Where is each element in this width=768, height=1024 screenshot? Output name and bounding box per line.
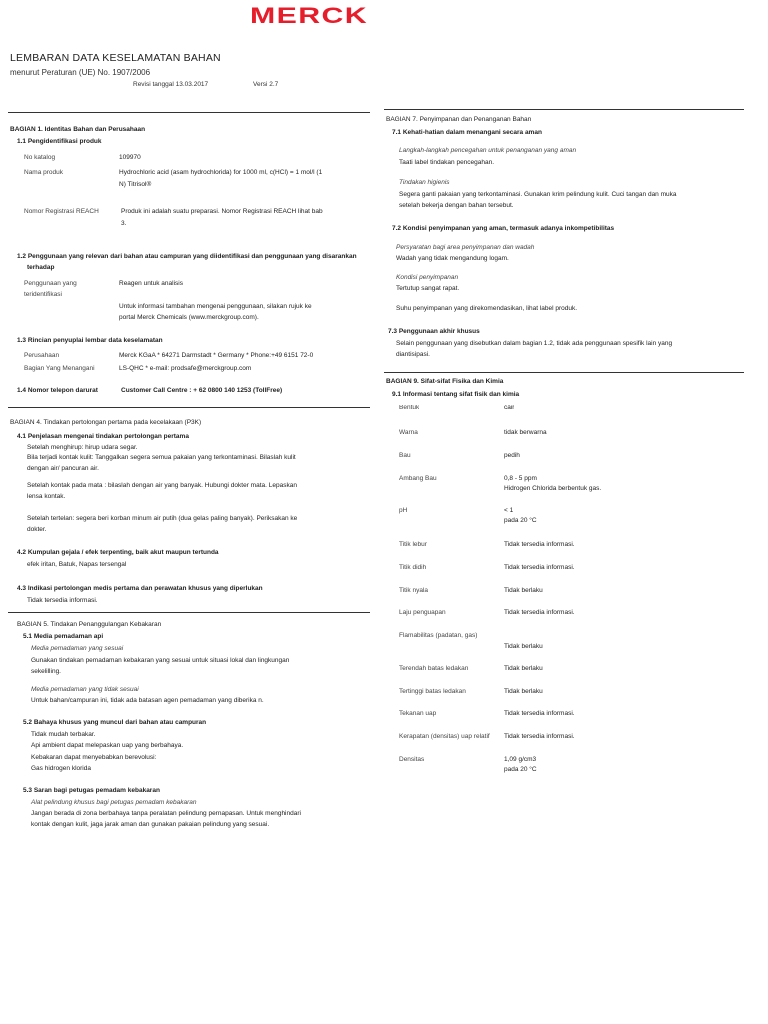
property-value: pedih: [504, 452, 520, 459]
storage-temp-text: Suhu penyimpanan yang direkomendasikan, lihat label produk.: [396, 305, 578, 312]
firefighter-text: Jangan berada di zona berbahaya tanpa peralatan pelindung pernapasan. Untuk menghindari: [31, 810, 301, 817]
section-1-2-heading: 1.2 Penggunaan yang relevan dari bahan atau campuran yang diidentifikasi dan penggunaan yang disarankan: [17, 253, 357, 260]
section-5-heading: BAGIAN 5. Tindakan Penanggulangan Kebakaran: [17, 621, 162, 628]
property-label: Warna: [399, 429, 418, 436]
divider: [384, 109, 744, 110]
section-7-3-heading: 7.3 Penggunaan akhir khusus: [388, 328, 480, 335]
reach-value: Produk ini adalah suatu preparasi. Nomor Registrasi REACH lihat bab: [121, 208, 323, 215]
section-7-1-heading: 7.1 Kehati-hatian dalam menangani secara aman: [392, 129, 542, 136]
suitable-media-text-cont: sekelilling.: [31, 668, 61, 675]
section-7-2-heading: 7.2 Kondisi penyimpanan yang aman, termasuk adanya inkompetibilitas: [392, 225, 615, 232]
property-label: Ambang Bau: [399, 475, 437, 482]
unsuitable-media-heading: Media pemadaman yang tidak sesuai: [31, 686, 139, 693]
handling-precautions-heading: Langkah-langkah pencegahan untuk penanganan yang aman: [399, 147, 577, 154]
document-subtitle: menurut Peraturan (UE) No. 1907/2006: [10, 68, 151, 77]
merck-logo: [250, 4, 368, 26]
hazard-text-3: Kebakaran dapat menyebabkan berevolusi:: [31, 754, 157, 761]
end-use-text: Selain penggunaan yang disebutkan dalam bagian 1.2, tidak ada penggunaan spesifik lain yang: [396, 340, 673, 347]
hazard-text-4: Gas hidrogen klorida: [31, 765, 91, 772]
divider: [8, 407, 370, 408]
property-label: Laju penguapan: [399, 609, 446, 616]
section-4-1-heading: 4.1 Penjelasan mengenai tindakan pertolongan pertama: [17, 433, 189, 440]
first-aid-skin-cont: dengan air/ pancuran air.: [27, 465, 99, 472]
property-label: Titik lebur: [399, 541, 427, 548]
property-label: pH: [399, 507, 408, 514]
property-note: pada 20 °C: [504, 517, 537, 524]
end-use-text-cont: diantisipasi.: [396, 351, 430, 358]
svg-text:MERCK: MERCK: [250, 4, 368, 26]
property-value: Tidak tersedia informasi.: [504, 609, 575, 616]
storage-area-text: Wadah yang tidak mengandung logam.: [396, 255, 509, 262]
first-aid-ingest: Setelah tertelan: segera beri korban minum air putih (dua gelas paling banyak). Periksakan ke: [27, 515, 298, 522]
property-value: Tidak tersedia informasi.: [504, 733, 575, 740]
divider: [8, 612, 370, 613]
first-aid-ingest-cont: dokter.: [27, 526, 47, 533]
section-1-1-heading: 1.1 Pengidentifikasi produk: [17, 138, 102, 145]
hygiene-text-cont: setelah bekerja dengan bahan tersebut.: [399, 202, 514, 209]
hazard-text-2: Api ambient dapat melepaskan uap yang berbahaya.: [31, 742, 184, 749]
firefighter-text-cont: kontak dengan kulit, jaga jarak aman dan gunakan pakaian pelindung yang sesuai.: [31, 821, 270, 828]
revision-date: Revisi tanggal 13.03.2017: [133, 81, 209, 88]
section-4-3-heading: 4.3 Indikasi pertolongan medis pertama dan perawatan khusus yang diperlukan: [17, 585, 263, 592]
property-value: Tidak tersedia informasi.: [504, 710, 575, 717]
version: Versi 2.7: [253, 81, 279, 88]
property-label: Kerapatan (densitas) uap relatif: [399, 733, 490, 740]
hygiene-heading: Tindakan higienis: [399, 179, 450, 186]
property-value: tidak berwarna: [504, 429, 547, 436]
catalog-label: No katalog: [24, 154, 56, 161]
property-label: Titik nyala: [399, 587, 429, 594]
prop-form-value: cair: [504, 405, 515, 411]
property-value: 0,8 - 5 ppm: [504, 475, 537, 482]
property-label: Bau: [399, 452, 411, 459]
property-label: Tekanan uap: [399, 710, 437, 717]
first-aid-eye-cont: lensa kontak.: [27, 493, 66, 500]
hazard-text-1: Tidak mudah terbakar.: [31, 731, 96, 738]
property-note: Hidrogen Chlorida berbentuk gas.: [504, 485, 602, 492]
property-value: Tidak tersedia informasi.: [504, 564, 575, 571]
property-value: Tidak berlaku: [504, 587, 543, 594]
section-1-3-heading: 1.3 Rincian penyuplai lembar data keselamatan: [17, 337, 163, 344]
use-label: Penggunaan yang: [24, 280, 77, 287]
section-9-1-heading: 9.1 Informasi tentang sifat fisik dan kimia: [392, 391, 520, 398]
company-value: Merck KGaA * 64271 Darmstadt * Germany * Phone:+49 6151 72-0: [119, 352, 314, 359]
section-4-heading: BAGIAN 4. Tindakan pertolongan pertama pada kecelakaan (P3K): [10, 419, 202, 426]
section-9-heading: BAGIAN 9. Sifat-sifat Fisika dan Kimia: [386, 378, 504, 385]
section-5-2-heading: 5.2 Bahaya khusus yang muncul dari bahan atau campuran: [23, 719, 207, 726]
product-label: Nama produk: [24, 169, 64, 176]
section-7-heading: BAGIAN 7. Penyimpanan dan Penanganan Bahan: [386, 116, 532, 123]
suitable-media-heading: Media pemadaman yang sesuai: [31, 645, 124, 652]
hygiene-text: Segera ganti pakaian yang terkontaminasi. Gunakan krim pelindung kulit. Cuci tangan dan muka: [399, 191, 677, 198]
divider: [384, 372, 744, 373]
suitable-media-text: Gunakan tindakan pemadaman kebakaran yang sesuai untuk situasi lokal dan lingkungan: [31, 657, 290, 664]
property-label: Flamabilitas (padatan, gas): [399, 632, 478, 639]
section-1-2-heading-cont: terhadap: [27, 264, 55, 271]
property-value: Tidak berlaku: [504, 665, 543, 672]
property-value: 1,09 g/cm3: [504, 756, 537, 763]
first-aid-inhale: Setelah menghirup: hirup udara segar.: [27, 444, 138, 451]
dept-value: LS-QHC * e-mail: prodsafe@merckgroup.com: [119, 365, 252, 372]
storage-area-heading: Persyaratan bagi area penyimpanan dan wadah: [396, 244, 535, 251]
property-value: Tidak tersedia informasi.: [504, 541, 575, 548]
info-text-cont: portal Merck Chemicals (www.merckgroup.com).: [119, 314, 259, 321]
product-value: Hydrochloric acid (asam hydrochlorida) for 1000 ml, c(HCl) = 1 mol/l (1: [119, 169, 323, 176]
property-label: Titik didih: [399, 564, 427, 571]
property-note: pada 20 °C: [504, 766, 537, 773]
section-1-4-heading: 1.4 Nomor telepon darurat: [17, 387, 98, 394]
property-value: < 1: [504, 507, 514, 514]
dept-label: Bagian Yang Menangani: [24, 365, 95, 372]
symptoms-text: efek iritan, Batuk, Napas tersengal: [27, 561, 127, 568]
info-text: Untuk informasi tambahan mengenai penggunaan, silakan rujuk ke: [119, 303, 312, 310]
emergency-phone: Customer Call Centre : + 62 0800 140 1253 (TollFree): [121, 387, 283, 394]
storage-condition-heading: Kondisi penyimpanan: [396, 274, 459, 281]
reach-label: Nomor Registrasi REACH: [24, 208, 99, 215]
section-5-3-heading: 5.3 Saran bagi petugas pemadam kebakaran: [23, 787, 160, 794]
use-label-cont: teridentifikasi: [24, 291, 62, 298]
use-value: Reagen untuk analisis: [119, 280, 183, 287]
section-1-heading: BAGIAN 1. Identitas Bahan dan Perusahaan: [10, 126, 146, 133]
property-label: Tertinggi batas ledakan: [399, 688, 466, 695]
section-4-2-heading: 4.2 Kumpulan gejala / efek terpenting, baik akut maupun tertunda: [17, 549, 219, 556]
handling-precautions-text: Taati label tindakan pencegahan.: [399, 159, 495, 166]
unsuitable-media-text: Untuk bahan/campuran ini, tidak ada batasan agen pemadaman yang diberika n.: [31, 697, 264, 704]
property-label: Densitas: [399, 756, 425, 763]
prop-form-label: Bentuk: [399, 405, 420, 411]
property-value: Tidak berlaku: [504, 688, 543, 695]
property-label: Terendah batas ledakan: [399, 665, 469, 672]
property-value: Tidak berlaku: [504, 643, 543, 650]
reach-value-cont: 3.: [121, 220, 127, 227]
divider: [8, 112, 370, 113]
document-title: LEMBARAN DATA KESELAMATAN BAHAN: [10, 52, 221, 64]
section-5-1-heading: 5.1 Media pemadaman api: [23, 633, 104, 640]
company-label: Perusahaan: [24, 352, 60, 359]
first-aid-skin: Bila terjadi kontak kulit: Tanggalkan segera semua pakaian yang terkontaminasi. Bilaslah kulit: [27, 454, 296, 461]
product-value-cont: N) Titrisol®: [119, 181, 152, 188]
medical-text: Tidak tersedia informasi.: [27, 597, 98, 604]
firefighter-ppe-heading: Alat pelindung khusus bagi petugas pemadam kebakaran: [31, 799, 197, 806]
storage-condition-text: Tertutup sangat rapat.: [396, 285, 460, 292]
catalog-value: 109970: [119, 154, 141, 161]
first-aid-eye: Setelah kontak pada mata : bilaslah dengan air yang banyak. Hubungi dokter mata. Lepaskan: [27, 482, 297, 489]
